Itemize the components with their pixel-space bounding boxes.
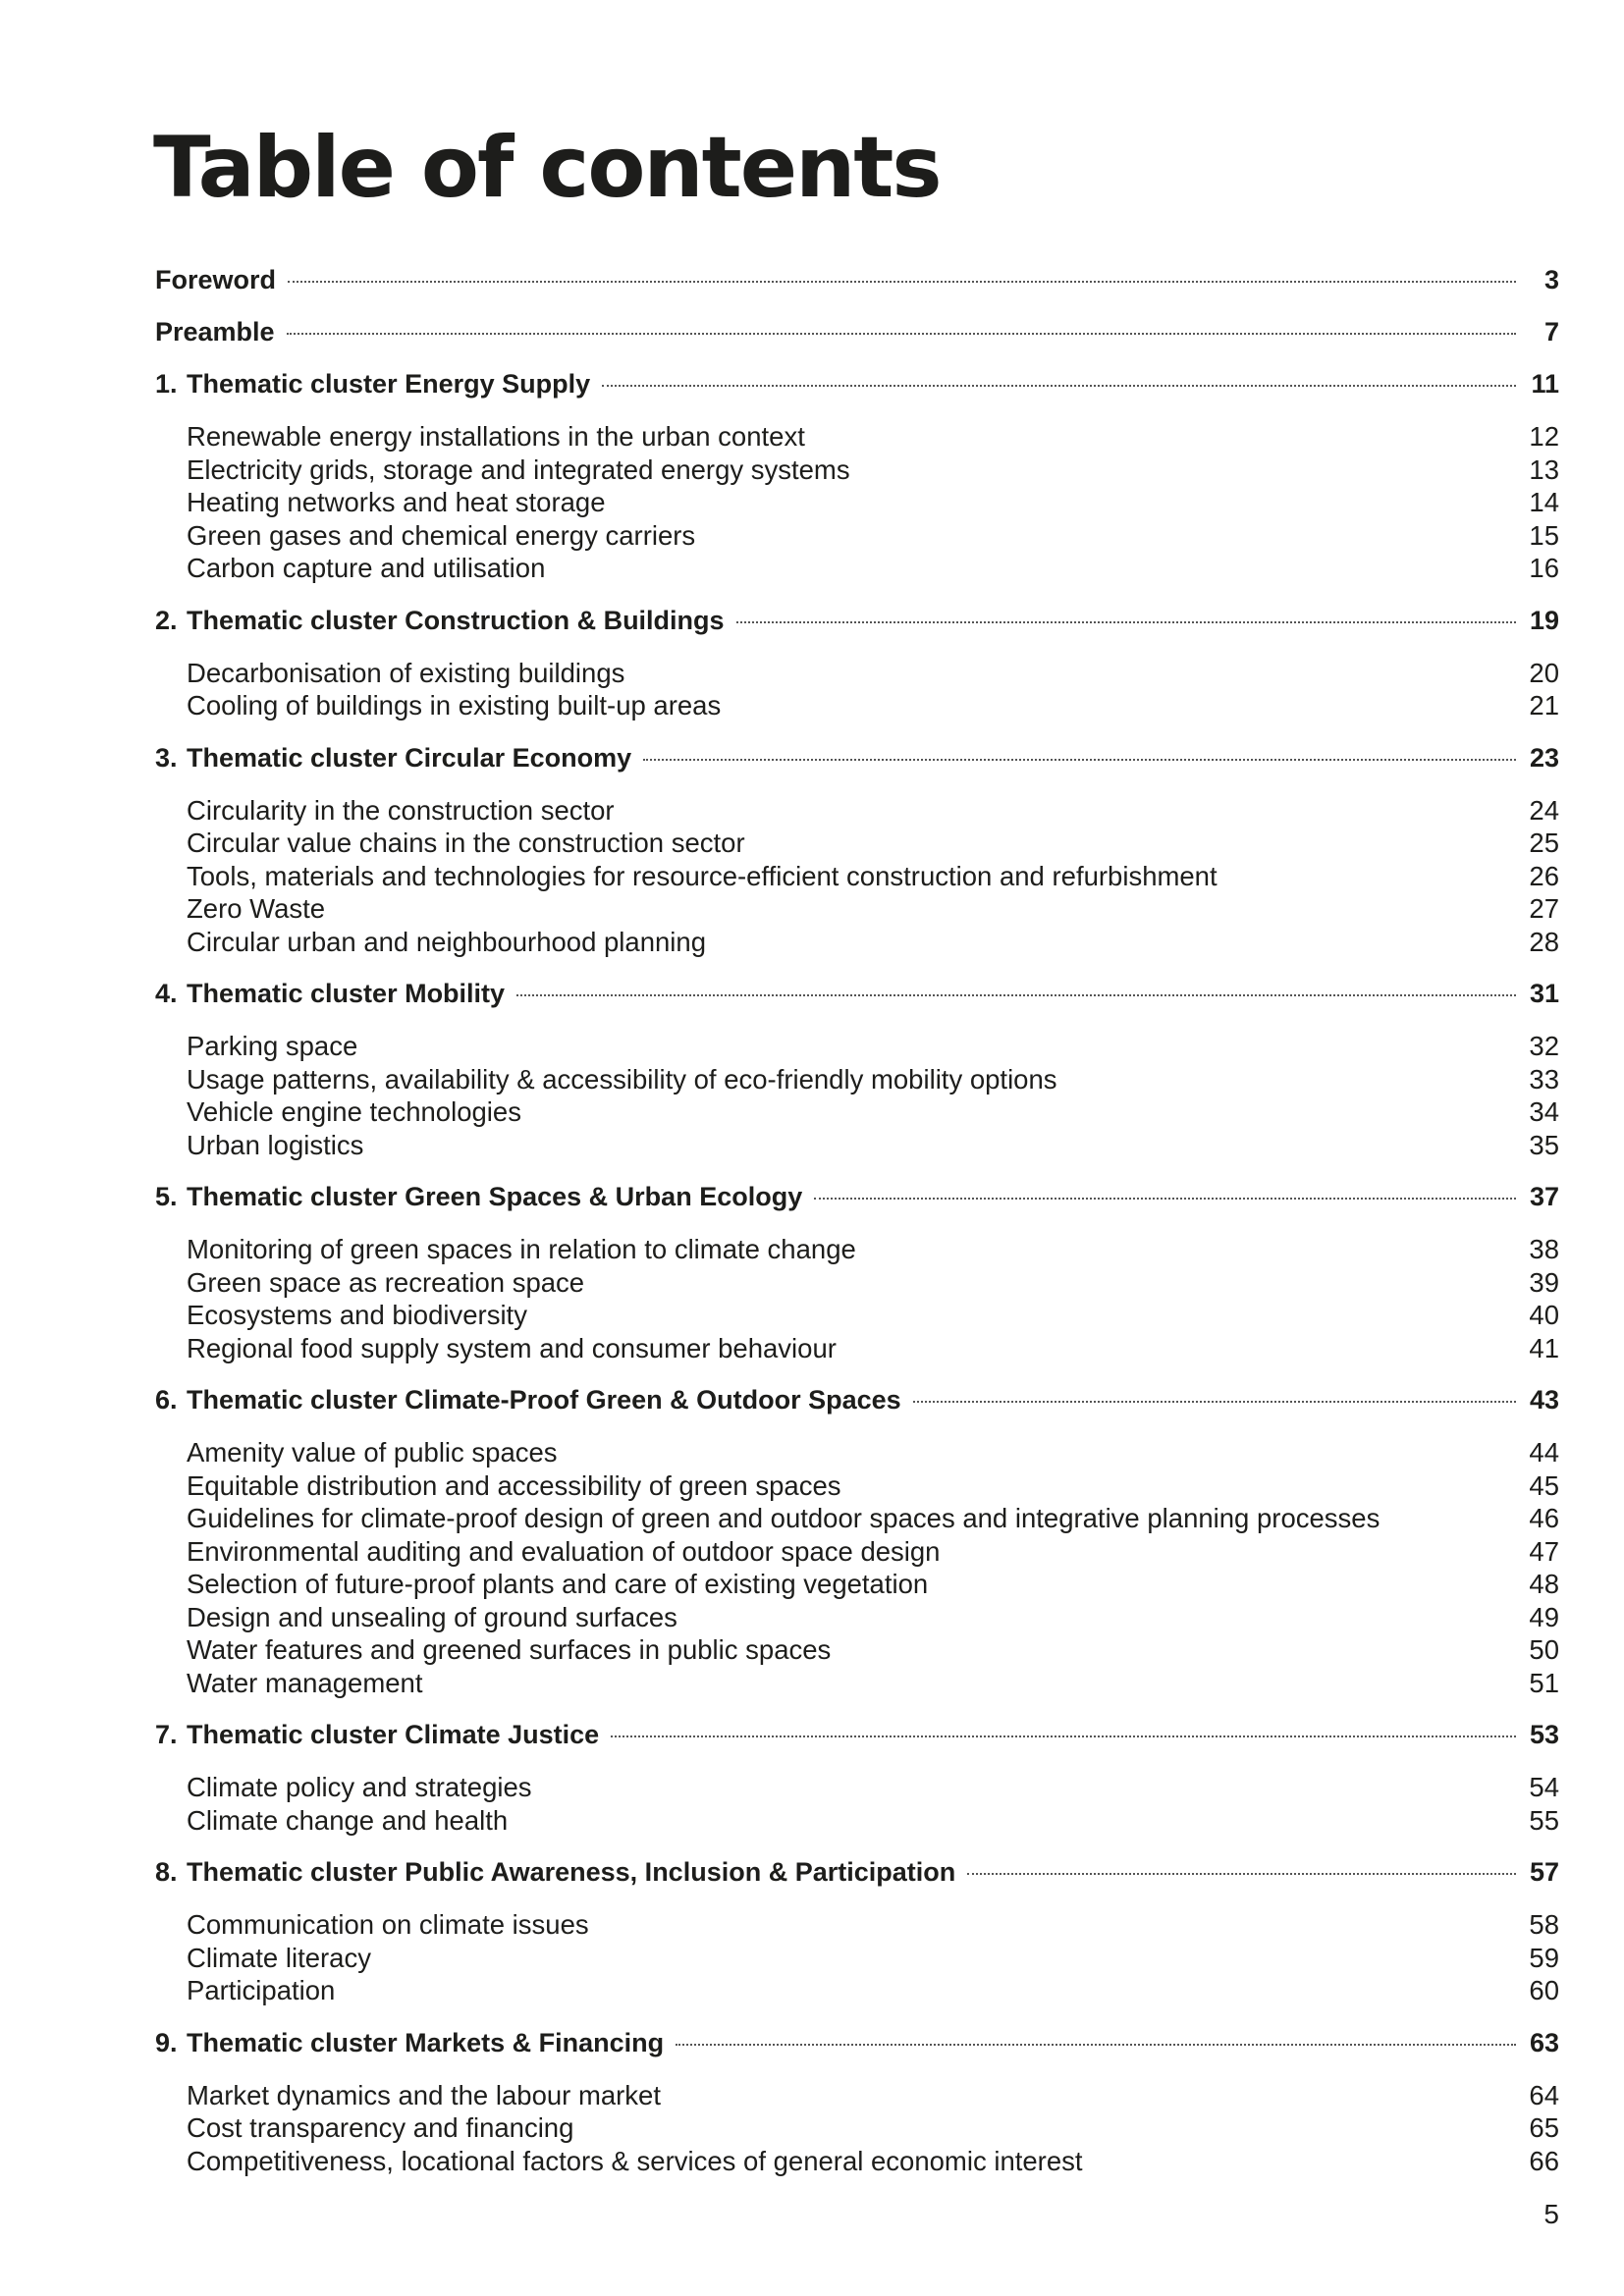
cluster-page: 57 — [1529, 1857, 1559, 1887]
subentry-label: Climate literacy — [187, 1942, 371, 1973]
subentry-page: 65 — [1529, 2112, 1559, 2143]
subentry-label: Participation — [187, 1975, 336, 2005]
subentry-page: 26 — [1529, 860, 1559, 891]
page-title: Table of contents — [153, 119, 941, 217]
toc-cluster-heading[interactable] — [155, 2028, 1559, 2080]
toc-cluster-heading[interactable] — [155, 606, 1559, 658]
toc-subentry[interactable] — [155, 1333, 1559, 1366]
subentry-label: Monitoring of green spaces in relation to climate change — [187, 1234, 856, 1264]
toc-subentry[interactable] — [155, 487, 1559, 520]
toc-subentry[interactable] — [155, 1503, 1559, 1536]
subentry-page: 32 — [1529, 1031, 1559, 1061]
cluster-label: Thematic cluster Markets & Financing — [187, 2027, 665, 2057]
subentry-page: 49 — [1529, 1601, 1559, 1632]
subentry-page: 45 — [1529, 1469, 1559, 1501]
dot-leader — [736, 621, 1516, 623]
toc-subentry[interactable] — [155, 861, 1559, 894]
toc-subentry[interactable] — [155, 1031, 1559, 1064]
cluster-label: Thematic cluster Public Awareness, Inclusion & Participation — [187, 1857, 956, 1887]
dot-leader — [814, 1198, 1516, 1200]
subentry-label: Selection of future-proof plants and care of existing vegetation — [187, 1569, 929, 1599]
cluster-label: Thematic cluster Construction & Buildings — [187, 605, 725, 635]
toc-cluster-heading[interactable] — [155, 1857, 1559, 1909]
subentry-page: 35 — [1529, 1129, 1559, 1160]
cluster-page: 11 — [1531, 369, 1559, 399]
cluster-number: 4. — [155, 979, 178, 1008]
toc-subentry[interactable] — [155, 1096, 1559, 1130]
toc-subentry[interactable] — [155, 2146, 1559, 2179]
subentry-page: 15 — [1529, 519, 1559, 551]
cluster-number: 9. — [155, 2027, 178, 2057]
toc-entry-page: 7 — [1543, 317, 1559, 347]
cluster-label: Thematic cluster Circular Economy — [187, 742, 632, 773]
cluster-list — [155, 369, 1559, 2178]
toc-subentry[interactable] — [155, 828, 1559, 861]
toc-subentry[interactable] — [155, 658, 1559, 691]
toc-subentry[interactable] — [155, 1772, 1559, 1805]
toc-subentry[interactable] — [155, 795, 1559, 828]
subentry-label: Renewable energy installations in the urban context — [187, 421, 805, 452]
subentry-page: 25 — [1529, 828, 1559, 858]
subentry-label: Amenity value of public spaces — [187, 1437, 558, 1468]
subentry-page: 16 — [1529, 553, 1559, 583]
subentry-label: Circularity in the construction sector — [187, 794, 615, 826]
subentry-label: Carbon capture and utilisation — [187, 553, 546, 583]
subentry-label: Vehicle engine technologies — [187, 1096, 521, 1127]
cluster-number: 7. — [155, 1720, 178, 1749]
toc-subentry[interactable] — [155, 1634, 1559, 1668]
toc-entry-preamble[interactable] — [155, 317, 1559, 369]
toc-cluster-heading[interactable] — [155, 1182, 1559, 1234]
toc-subentry[interactable] — [155, 1569, 1559, 1602]
subentry-page: 54 — [1529, 1772, 1559, 1802]
toc-subentry[interactable] — [155, 893, 1559, 927]
subentry-page: 33 — [1529, 1063, 1559, 1095]
toc-subentry[interactable] — [155, 1668, 1559, 1701]
subentry-page: 24 — [1529, 794, 1559, 826]
cluster-number: 3. — [155, 742, 178, 773]
subentry-label: Circular urban and neighbourhood planning — [187, 926, 706, 957]
dot-leader — [287, 333, 1516, 335]
dot-leader — [676, 2044, 1516, 2046]
toc-subentry[interactable] — [155, 454, 1559, 488]
dot-leader — [602, 385, 1516, 387]
cluster-number: 1. — [155, 369, 178, 399]
toc-subentry[interactable] — [155, 520, 1559, 554]
toc-cluster-6 — [155, 1385, 1559, 1700]
dot-leader — [516, 994, 1516, 996]
subentry-label: Green space as recreation space — [187, 1266, 585, 1298]
dot-leader — [913, 1401, 1516, 1403]
subentry-label: Tools, materials and technologies for resource-efficient construction and refurbishment — [187, 860, 1218, 891]
toc-subentry[interactable] — [155, 1909, 1559, 1943]
cluster-page: 37 — [1529, 1182, 1559, 1211]
toc-subentry[interactable] — [155, 2112, 1559, 2146]
subentry-label: Usage patterns, availability & accessibility of eco-friendly mobility options — [187, 1063, 1057, 1095]
cluster-label: Thematic cluster Climate-Proof Green & Outdoor Spaces — [187, 1385, 901, 1415]
toc-subentry[interactable] — [155, 1234, 1559, 1267]
subentry-label: Competitiveness, locational factors & services of general economic interest — [187, 2145, 1083, 2176]
subentry-label: Design and unsealing of ground surfaces — [187, 1601, 677, 1632]
dot-leader — [967, 1873, 1516, 1875]
subentry-page: 39 — [1529, 1266, 1559, 1298]
subentry-label: Environmental auditing and evaluation of outdoor space design — [187, 1535, 941, 1567]
toc-cluster-heading[interactable] — [155, 1385, 1559, 1437]
subentry-page: 12 — [1529, 421, 1559, 452]
toc-cluster-heading[interactable] — [155, 743, 1559, 795]
subentry-page: 13 — [1529, 454, 1559, 485]
cluster-page: 23 — [1529, 742, 1559, 773]
toc-subentry[interactable] — [155, 690, 1559, 723]
subentry-label: Climate change and health — [187, 1804, 509, 1836]
toc-entry-label: Preamble — [155, 317, 275, 347]
subentry-label: Cooling of buildings in existing built-up areas — [187, 690, 722, 721]
toc-subentry[interactable] — [155, 1602, 1559, 1635]
toc-cluster-4 — [155, 979, 1559, 1162]
subentry-page: 20 — [1529, 657, 1559, 688]
toc-subentry[interactable] — [155, 553, 1559, 586]
toc-cluster-heading[interactable] — [155, 369, 1559, 421]
subentry-page: 44 — [1529, 1437, 1559, 1468]
subentry-page: 58 — [1529, 1909, 1559, 1940]
subentry-page: 28 — [1529, 926, 1559, 957]
cluster-page: 19 — [1529, 605, 1559, 635]
subentry-label: Cost transparency and financing — [187, 2112, 574, 2143]
subentry-label: Regional food supply system and consumer behaviour — [187, 1332, 837, 1363]
subentry-label: Communication on climate issues — [187, 1909, 589, 1940]
subentry-page: 59 — [1529, 1942, 1559, 1973]
toc-cluster-2 — [155, 606, 1559, 723]
subentry-page: 66 — [1529, 2145, 1559, 2176]
subentry-page: 38 — [1529, 1234, 1559, 1264]
cluster-number: 2. — [155, 605, 178, 635]
toc-subentry[interactable] — [155, 927, 1559, 960]
cluster-label: Thematic cluster Green Spaces & Urban Ecology — [187, 1182, 803, 1211]
cluster-page: 43 — [1529, 1385, 1559, 1415]
subentry-label: Water management — [187, 1667, 423, 1698]
toc-subentry[interactable] — [155, 1975, 1559, 2008]
toc-subentry[interactable] — [155, 1805, 1559, 1839]
dot-leader — [288, 281, 1516, 283]
dot-leader — [611, 1735, 1516, 1737]
page-number: 5 — [1543, 2199, 1559, 2229]
subentry-label: Parking space — [187, 1031, 358, 1061]
dot-leader — [643, 759, 1516, 761]
subentry-label: Water features and greened surfaces in public spaces — [187, 1634, 832, 1665]
subentry-page: 47 — [1529, 1535, 1559, 1567]
toc-subentry[interactable] — [155, 2080, 1559, 2113]
toc-subentry[interactable] — [155, 1130, 1559, 1163]
subentry-label: Guidelines for climate-proof design of green and outdoor spaces and integrative planning processes — [187, 1503, 1380, 1533]
toc-cluster-9 — [155, 2028, 1559, 2179]
subentry-label: Ecosystems and biodiversity — [187, 1300, 527, 1330]
cluster-number: 5. — [155, 1182, 178, 1211]
toc-cluster-heading[interactable] — [155, 1720, 1559, 1772]
subentry-label: Decarbonisation of existing buildings — [187, 657, 625, 688]
toc-cluster-8 — [155, 1857, 1559, 2008]
subentry-page: 40 — [1529, 1300, 1559, 1330]
toc-cluster-heading[interactable] — [155, 979, 1559, 1031]
cluster-label: Thematic cluster Climate Justice — [187, 1720, 600, 1749]
subentry-page: 27 — [1529, 893, 1559, 924]
cluster-page: 53 — [1529, 1720, 1559, 1749]
subentry-label: Heating networks and heat storage — [187, 487, 606, 517]
toc-subentry[interactable] — [155, 1267, 1559, 1301]
subentry-page: 64 — [1529, 2079, 1559, 2110]
toc-cluster-5 — [155, 1182, 1559, 1365]
subentry-label: Climate policy and strategies — [187, 1772, 532, 1802]
subentry-page: 21 — [1529, 690, 1559, 721]
toc-entry-foreword[interactable] — [155, 265, 1559, 317]
subentry-page: 46 — [1529, 1503, 1559, 1533]
toc-subentry[interactable] — [155, 1437, 1559, 1470]
toc-cluster-1 — [155, 369, 1559, 586]
subentry-label: Market dynamics and the labour market — [187, 2079, 661, 2110]
toc-subentry[interactable] — [155, 1470, 1559, 1504]
subentry-label: Electricity grids, storage and integrated energy systems — [187, 454, 850, 485]
cluster-label: Thematic cluster Mobility — [187, 979, 506, 1008]
cluster-page: 31 — [1529, 979, 1559, 1008]
subentry-page: 41 — [1529, 1332, 1559, 1363]
subentry-label: Zero Waste — [187, 893, 326, 924]
subentry-page: 55 — [1529, 1804, 1559, 1836]
toc-subentry[interactable] — [155, 1064, 1559, 1097]
toc-entry-page: 3 — [1543, 265, 1559, 294]
toc-cluster-7 — [155, 1720, 1559, 1838]
table-of-contents — [155, 265, 1559, 2198]
subentry-page: 51 — [1529, 1667, 1559, 1698]
cluster-number: 6. — [155, 1385, 178, 1415]
cluster-page: 63 — [1529, 2027, 1559, 2057]
subentry-page: 60 — [1529, 1975, 1559, 2005]
subentry-label: Green gases and chemical energy carriers — [187, 519, 696, 551]
toc-entry-label: Foreword — [155, 265, 277, 294]
toc-subentry[interactable] — [155, 1943, 1559, 1976]
subentry-label: Equitable distribution and accessibility of green spaces — [187, 1469, 841, 1501]
toc-subentry[interactable] — [155, 421, 1559, 454]
toc-cluster-3 — [155, 743, 1559, 960]
subentry-label: Circular value chains in the construction sector — [187, 828, 745, 858]
subentry-page: 50 — [1529, 1634, 1559, 1665]
subentry-page: 48 — [1529, 1569, 1559, 1599]
toc-subentry[interactable] — [155, 1536, 1559, 1570]
toc-subentry[interactable] — [155, 1300, 1559, 1333]
subentry-page: 34 — [1529, 1096, 1559, 1127]
cluster-number: 8. — [155, 1857, 178, 1887]
subentry-page: 14 — [1529, 487, 1559, 517]
subentry-label: Urban logistics — [187, 1129, 364, 1160]
cluster-label: Thematic cluster Energy Supply — [187, 369, 591, 399]
